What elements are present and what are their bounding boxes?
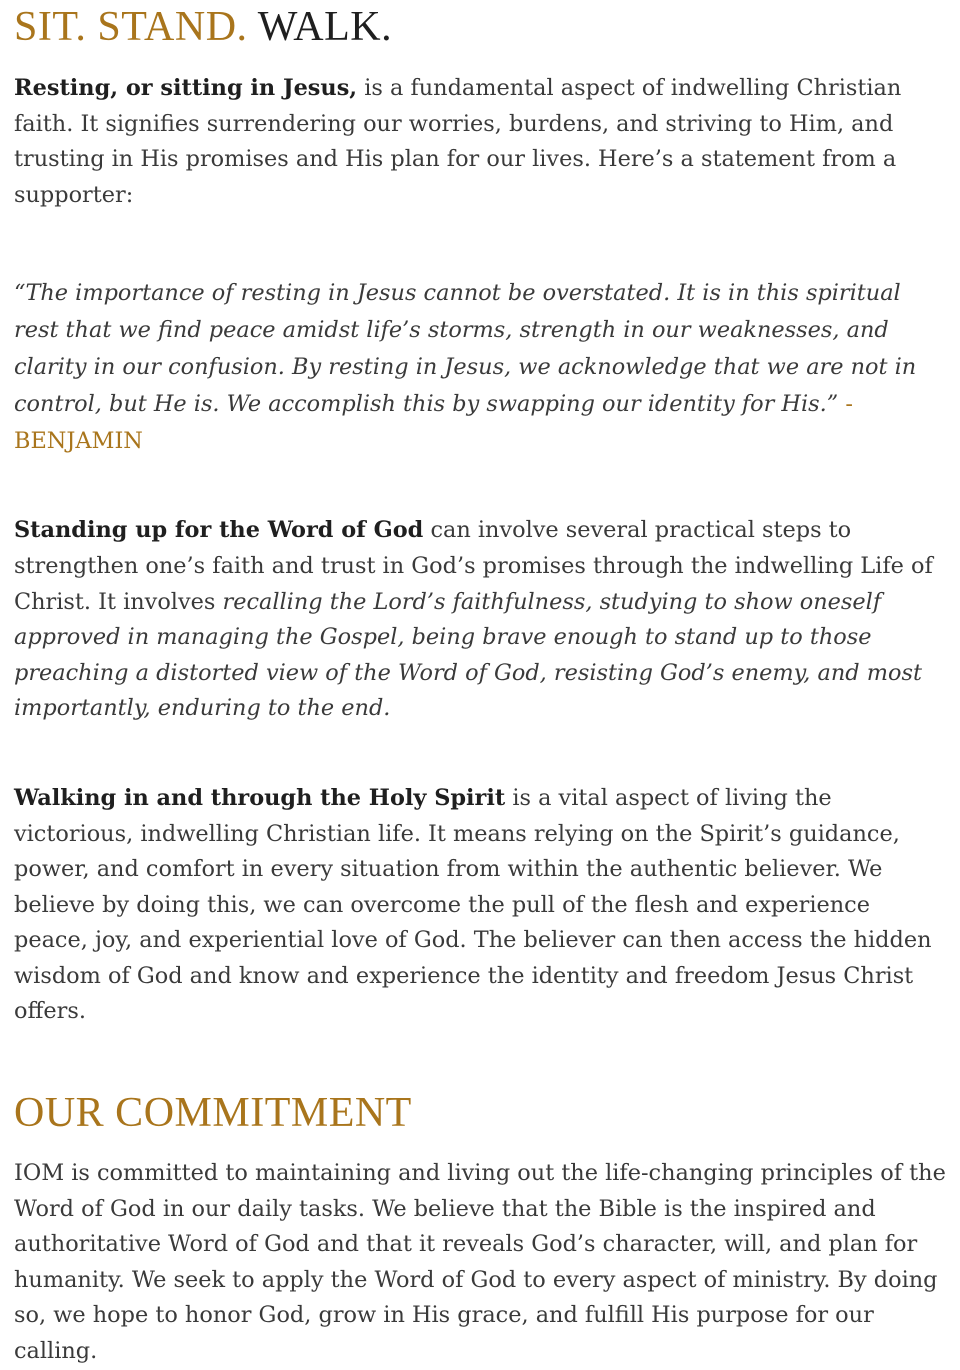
standing-lead: Standing up for the Word of God	[14, 517, 424, 544]
quote-author: -BENJAMIN	[14, 390, 853, 454]
quote-text: “The importance of resting in Jesus cannot be overstated. It is in this spiritual rest that we find peace amidst life’s storms, strength in our weaknesses, and clarity in our confusion. By resting in Jesus, we acknowledge that we are not in control, but He is. We accomplish this by swapping our identity for His.”	[14, 280, 917, 417]
walking-text: is a vital aspect of living the victorious, indwelling Christian life. It means relying on the Spirit’s guidance, power, and comfort in every situation from within the authentic believer. We believe by doing this, we can overcome the pull of the flesh and experience peace, joy, and experiential love of God. The believer can then access the hidden wisdom of God and know and experience the identity and freedom Jesus Christ offers.	[14, 784, 932, 1025]
commitment-heading: OUR COMMITMENT	[14, 1090, 412, 1137]
resting-lead: Resting, or sitting in Jesus,	[14, 75, 358, 101]
standing-italic-text: recalling the Lord’s faithfulness, studying to show oneself approved in managing the Gospel, being brave enough to stand up to those preaching a distorted view of the Word of God, resisting God’s enemy, and most importantly, enduring to the end.	[14, 588, 922, 722]
walking-lead: Walking in and through the Holy Spirit	[14, 784, 506, 811]
walking-paragraph	[14, 781, 946, 1030]
title-part-walk: WALK.	[257, 4, 393, 50]
title-part-sit-stand: SIT. STAND.	[14, 4, 248, 50]
resting-paragraph	[14, 71, 946, 213]
standing-paragraph	[14, 513, 946, 727]
standing-text: can involve several practical steps to strengthen one’s faith and trust in God’s promises through the indwelling Life of Christ. It involves	[14, 517, 933, 615]
commitment-paragraph: IOM is committed to maintaining and living out the life-changing principles of the Word of God in our daily tasks. We believe that the Bible is the inspired and authoritative Word of God and that it reveals God’s character, will, and plan for humanity. We seek to apply the Word of God to every aspect of ministry. By doing so, we hope to honor God, grow in His grace, and fulfill His purpose for our calling.	[14, 1160, 946, 1365]
supporter-quote	[14, 275, 946, 459]
page-title	[14, 0, 946, 50]
resting-text: is a fundamental aspect of indwelling Christian faith. It signifies surrendering our worries, burdens, and striving to Him, and trusting in His promises and His plan for our lives. Here’s a statement from a supporter:	[14, 75, 902, 208]
